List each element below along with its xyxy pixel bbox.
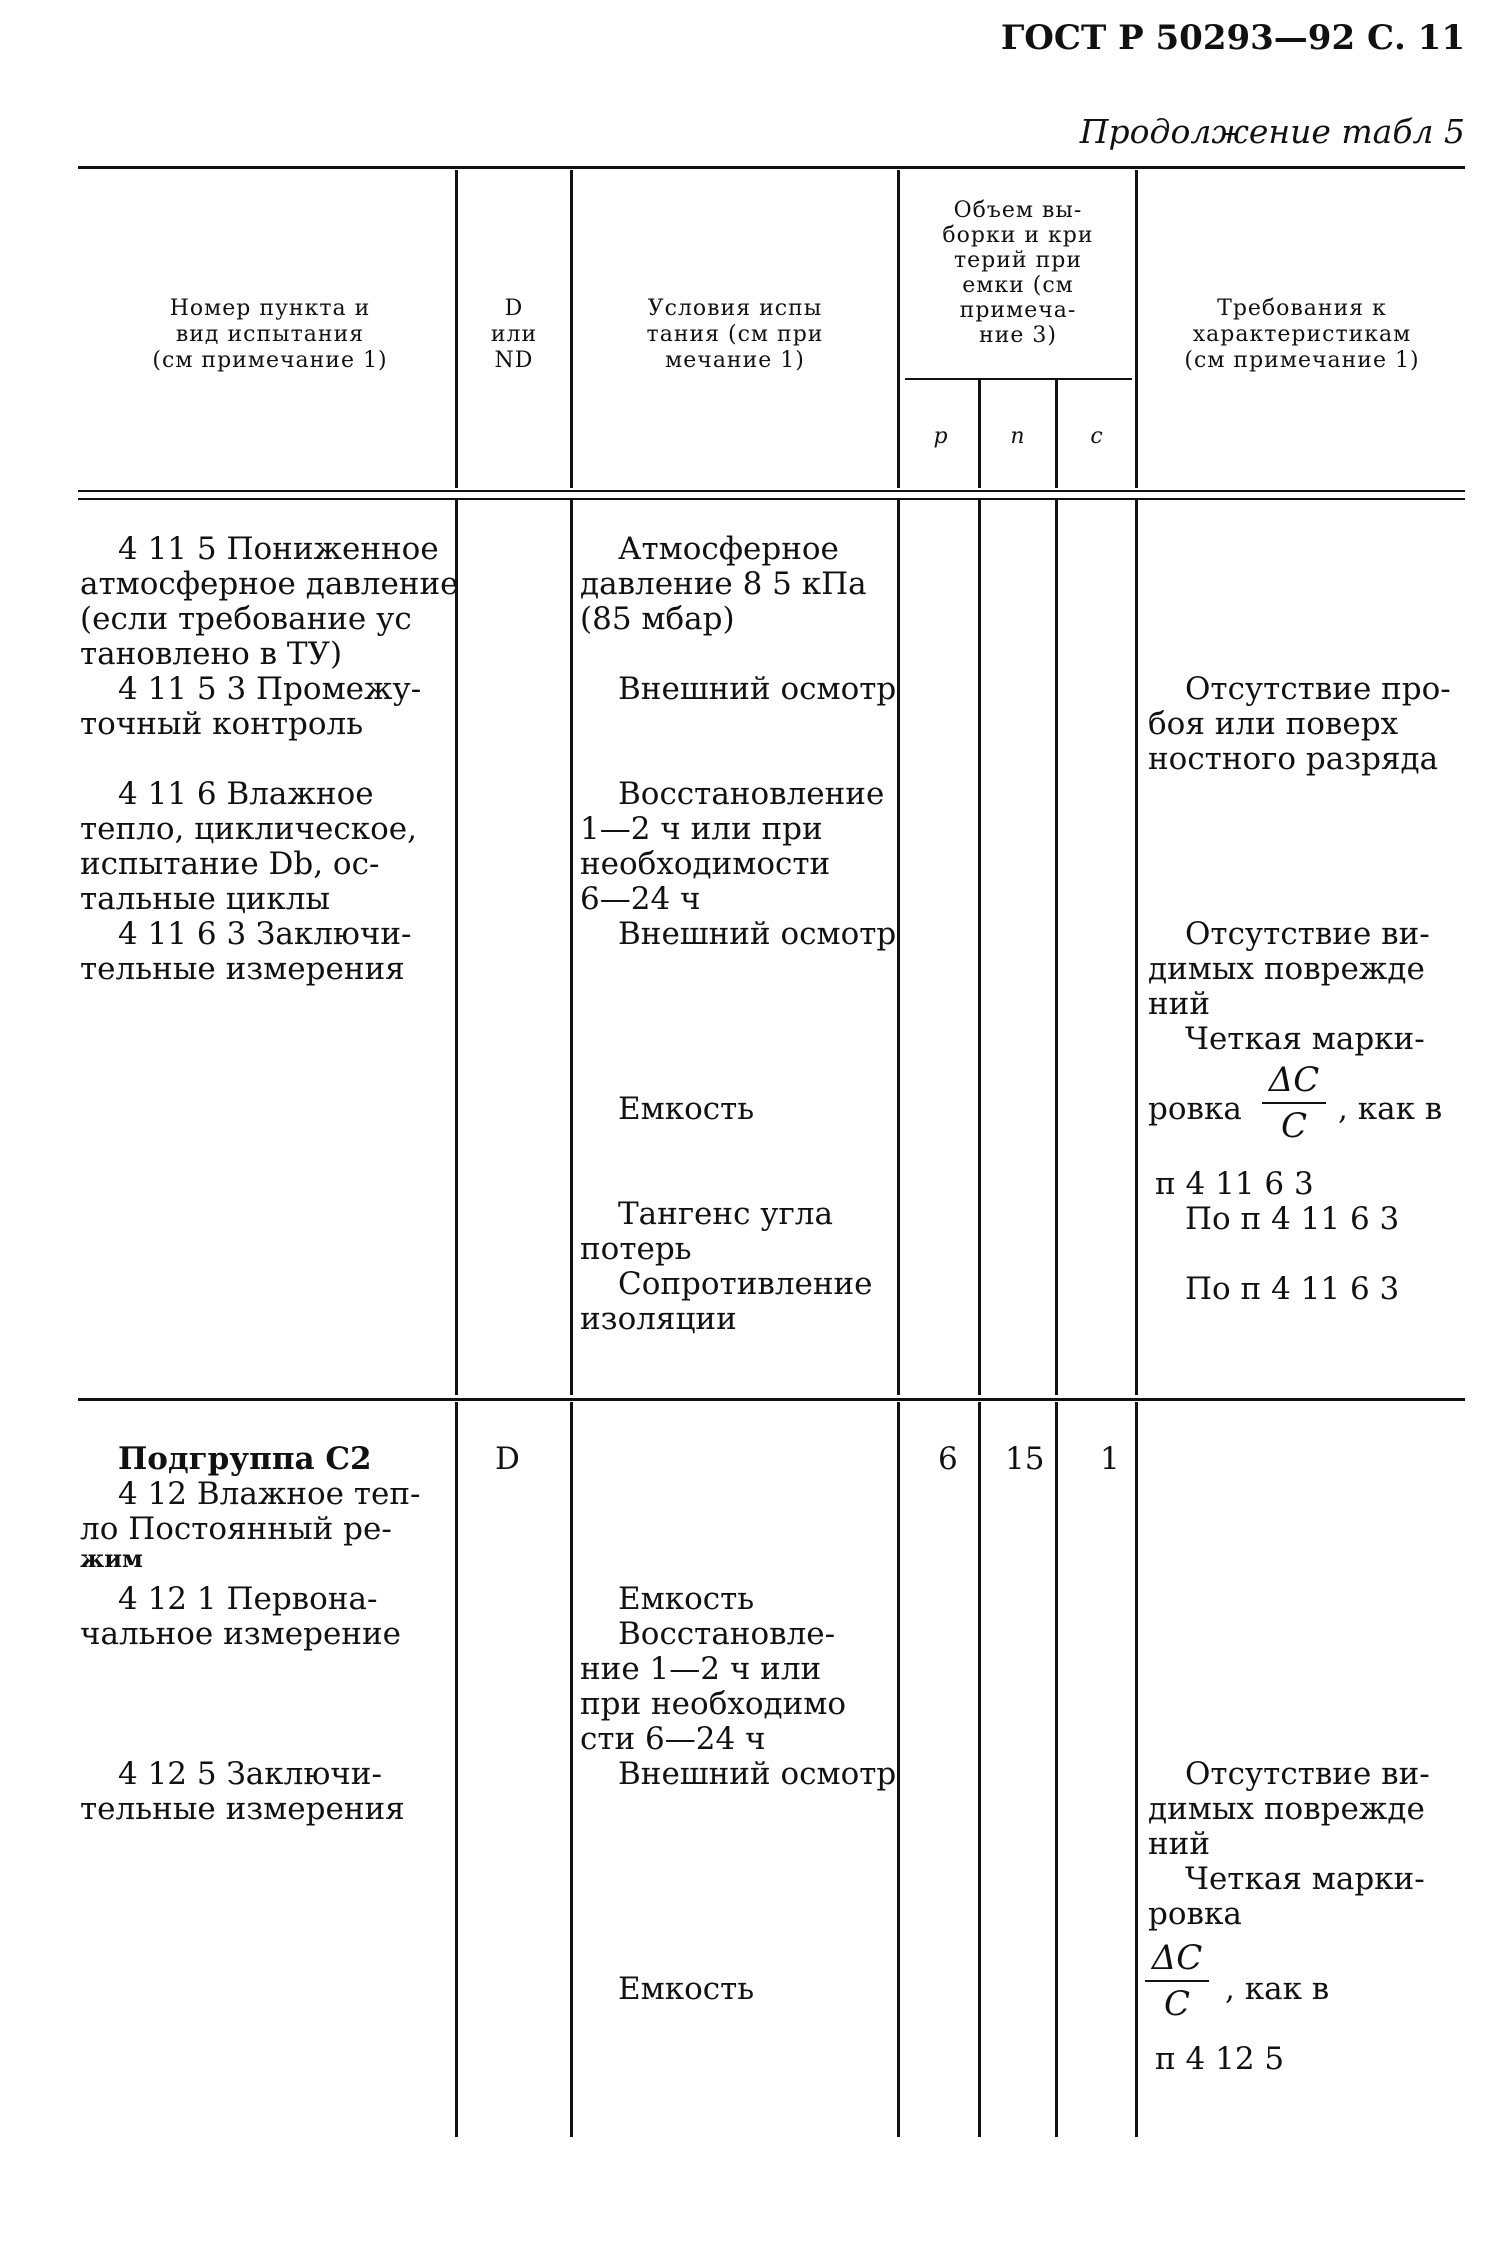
s1-cond-line: потерь [580, 1231, 692, 1267]
s2-d-nd: D [495, 1441, 520, 1477]
header-sample-line: емки (см [962, 273, 1074, 298]
section-divider-rule [78, 1398, 1465, 1401]
s2-item-line: 4 12 5 Заключи- [118, 1756, 382, 1792]
s1-req-line: ний [1148, 986, 1210, 1022]
s1-req-line: Отсутствие ви- [1185, 916, 1430, 952]
header-sample-line: борки и кри [942, 223, 1094, 248]
s1-item-line: тепло, циклическое, [80, 811, 417, 847]
s1-delta-c-fraction [1262, 1060, 1326, 1146]
s2-cond-line: сти 6—24 ч [580, 1721, 766, 1757]
col-rule-2-s2 [570, 1402, 573, 2137]
header-d-nd-line: ND [494, 348, 534, 373]
s1-req-line: ровка [1148, 1091, 1242, 1127]
header-item [90, 296, 450, 374]
col-rule-1-s1 [455, 500, 458, 1395]
fraction-denominator: C [1280, 1106, 1307, 1146]
col-rule-1-header [455, 170, 458, 488]
s1-item-line: точный контроль [80, 706, 364, 742]
s2-cond-line: Внешний осмотр [618, 1756, 897, 1792]
s1-req-line: Четкая марки- [1185, 1021, 1425, 1057]
header-n: n [1010, 424, 1026, 449]
table-caption: Продолжение табл 5 [1079, 112, 1465, 151]
s2-req-line: , как в [1225, 1971, 1330, 2007]
s2-req-line: Отсутствие ви- [1185, 1756, 1430, 1792]
col-rule-3-s1 [897, 500, 900, 1395]
s1-cond-line: Атмосферное [618, 531, 839, 567]
s2-item-line: жим [80, 1544, 143, 1573]
s1-cond-line: Внешний осмотр [618, 671, 897, 707]
col-rule-n-header [1055, 380, 1058, 488]
s1-req-line: боя или поверх [1148, 706, 1399, 742]
header-conditions-line: тания (см при [646, 322, 824, 347]
fraction-bar [1262, 1102, 1326, 1104]
s1-req-line: п 4 11 6 3 [1155, 1166, 1314, 1202]
s1-item-line: 4 11 5 3 Промежу- [118, 671, 422, 707]
s1-cond-line: Емкость [618, 1091, 755, 1127]
s2-item-line: 4 12 Влажное теп- [118, 1476, 421, 1512]
sample-sub-rule [905, 378, 1132, 380]
col-rule-p-s2 [978, 1402, 981, 2137]
s1-item-line: (если требование ус [80, 601, 412, 637]
s2-cond-line: ние 1—2 ч или [580, 1651, 822, 1687]
s2-req-line: Четкая марки- [1185, 1861, 1425, 1897]
header-sample-line: Объем вы- [953, 198, 1083, 223]
header-item-line: Номер пункта и [169, 296, 371, 321]
s2-cond-line: при необходимо [580, 1686, 847, 1722]
header-sample-line: примеча- [959, 298, 1077, 323]
fraction-numerator: ΔC [1151, 1938, 1203, 1978]
s1-item-line: 4 11 6 3 Заключи- [118, 916, 412, 952]
col-rule-4-s2 [1135, 1402, 1138, 2137]
page-header: ГОСТ Р 50293—92 С. 11 [1000, 18, 1465, 58]
col-rule-2-header [570, 170, 573, 488]
s2-req-line: димых поврежде [1148, 1791, 1425, 1827]
s1-req-line: По п 4 11 6 3 [1185, 1201, 1400, 1237]
header-d-nd-line: D [504, 296, 524, 321]
s1-cond-line: Сопротивление [618, 1266, 873, 1302]
s1-item-line: тальные циклы [80, 881, 331, 917]
header-bottom-rule-1 [78, 490, 1465, 492]
s2-req-line: ний [1148, 1826, 1210, 1862]
col-rule-1-s2 [455, 1402, 458, 2137]
header-conditions [576, 296, 894, 374]
header-sample [902, 198, 1134, 348]
s1-item-line: тановлено в ТУ) [80, 636, 343, 672]
header-conditions-line: мечание 1) [665, 348, 805, 373]
s1-item-line: 4 11 5 Пониженное [118, 531, 439, 567]
s1-req-line: ностного разряда [1148, 741, 1439, 777]
header-p: p [933, 424, 949, 449]
s1-cond-line: необходимости [580, 846, 831, 882]
header-conditions-line: Условия испы [647, 296, 823, 321]
header-requirements-line: Требования к [1217, 296, 1387, 321]
s2-item-line: тельные измерения [80, 1791, 405, 1827]
s1-cond-line: 1—2 ч или при [580, 811, 823, 847]
col-rule-2-s1 [570, 500, 573, 1395]
header-sample-line: ние 3) [979, 323, 1057, 348]
col-rule-4-s1 [1135, 500, 1138, 1395]
s2-cond-line: Емкость [618, 1581, 755, 1617]
fraction-denominator: C [1163, 1984, 1190, 2024]
s1-item-line: испытание Db, ос- [80, 846, 380, 882]
col-rule-p-s1 [978, 500, 981, 1395]
fraction-numerator: ΔC [1268, 1060, 1320, 1100]
table-top-rule [78, 166, 1465, 169]
s1-cond-line: Внешний осмотр [618, 916, 897, 952]
col-rule-n-s1 [1055, 500, 1058, 1395]
header-d-nd [460, 296, 568, 374]
header-item-line: вид испытания [175, 322, 365, 347]
header-sample-line: терий при [953, 248, 1082, 273]
col-rule-n-s2 [1055, 1402, 1058, 2137]
s1-req-line: По п 4 11 6 3 [1185, 1271, 1400, 1307]
s1-cond-line: Восстановление [618, 776, 885, 812]
s2-c-value: 1 [1100, 1441, 1120, 1477]
col-rule-p-header [978, 380, 981, 488]
header-item-line: (см примечание 1) [152, 348, 388, 373]
s2-cond-line: Емкость [618, 1971, 755, 2007]
s1-item-line: атмосферное давление [80, 566, 459, 602]
s2-subgroup-title: Подгруппа С2 [118, 1441, 372, 1477]
header-requirements [1140, 296, 1464, 374]
s1-item-line: 4 11 6 Влажное [118, 776, 374, 812]
s1-cond-line: изоляции [580, 1301, 737, 1337]
s2-n-value: 15 [1005, 1441, 1045, 1477]
header-c: c [1090, 424, 1104, 449]
s2-p-value: 6 [938, 1441, 958, 1477]
s1-item-line: тельные измерения [80, 951, 405, 987]
col-rule-4-header [1135, 170, 1138, 488]
s2-item-line: ло Постоянный ре- [80, 1511, 392, 1547]
s1-cond-line: Тангенс угла [618, 1196, 833, 1232]
s1-req-line: , как в [1338, 1091, 1443, 1127]
s1-req-line: Отсутствие про- [1185, 671, 1451, 707]
s2-req-line: п 4 12 5 [1155, 2041, 1285, 2077]
col-rule-3-s2 [897, 1402, 900, 2137]
s2-item-line: чальное измерение [80, 1616, 401, 1652]
header-d-nd-line: или [490, 322, 538, 347]
header-requirements-line: характеристикам [1192, 322, 1412, 347]
col-rule-3-header [897, 170, 900, 488]
s1-cond-line: давление 8 5 кПа [580, 566, 867, 602]
s2-item-line: 4 12 1 Первона- [118, 1581, 378, 1617]
header-bottom-rule-2 [78, 498, 1465, 500]
s1-cond-line: (85 мбар) [580, 601, 735, 637]
s1-req-line: димых поврежде [1148, 951, 1425, 987]
header-requirements-line: (см примечание 1) [1184, 348, 1420, 373]
s2-req-line: ровка [1148, 1896, 1242, 1932]
s1-cond-line: 6—24 ч [580, 881, 701, 917]
fraction-bar [1145, 1980, 1209, 1982]
s2-cond-line: Восстановле- [618, 1616, 836, 1652]
s2-delta-c-fraction [1145, 1938, 1209, 2024]
